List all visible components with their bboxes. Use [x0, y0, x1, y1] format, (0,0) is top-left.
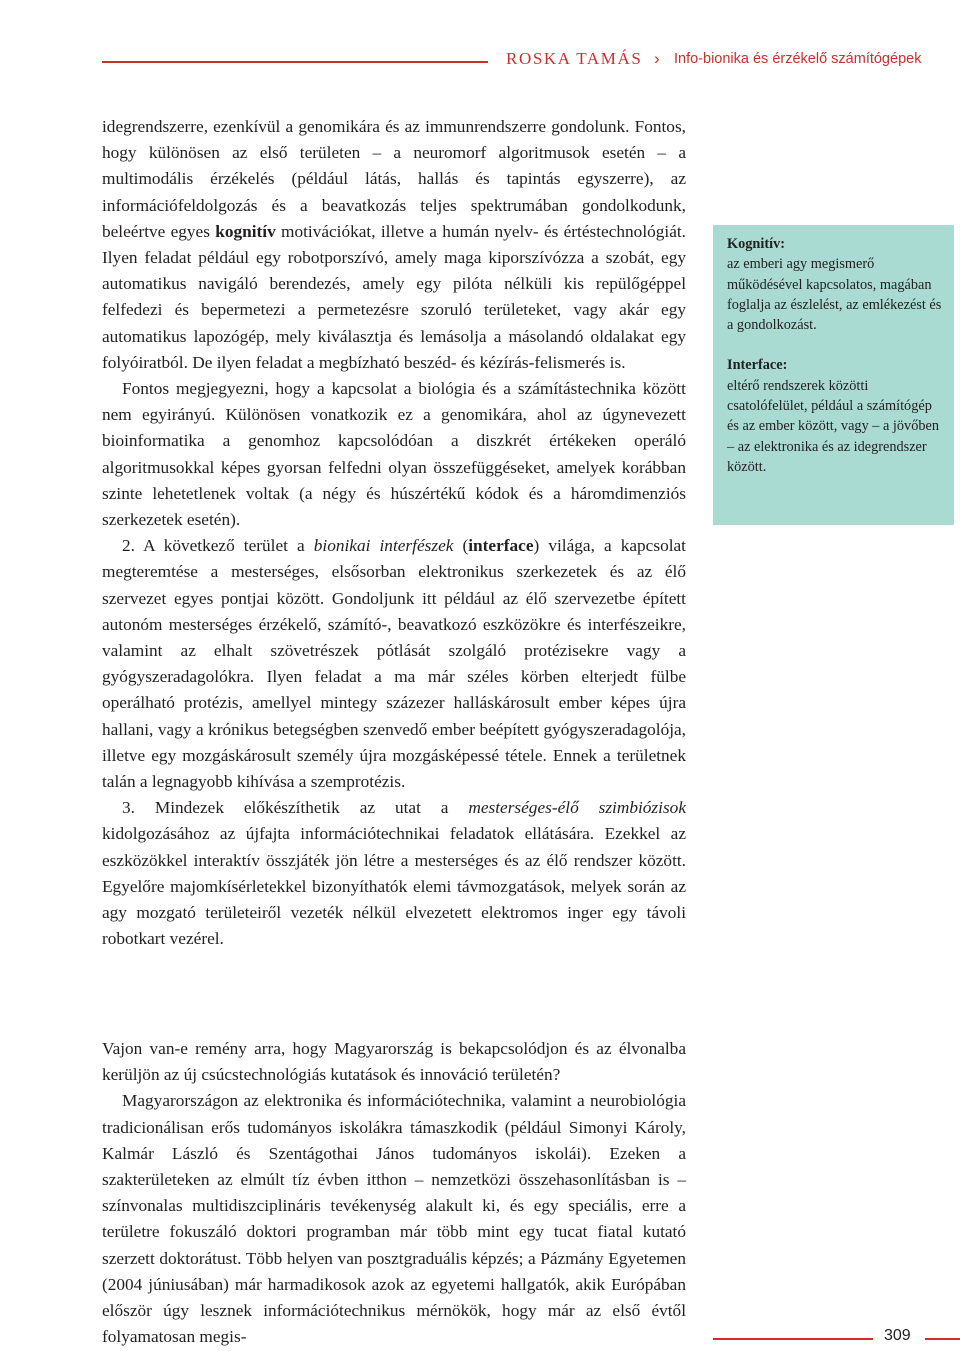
paragraph: Magyarországon az elektronika és információtechnika, valamint a neurobiológia tradicionálisan erős tudományos iskolákra támaszkodik (például Simonyi Károly, Kalmár László és Szentágothai János tudományos iskolái). Ezeken a szakterületeken az elmúlt tíz évben itthon – nemzetközi összehasonlításban is – színvonalas multidiszciplináris tevékenység alakult ki, és egy speciális, erre a területre fokuszáló doktori programban már több mint egy tucat fiatal kutató szerzett doktorátust. Több helyen van posztgraduális képzés; a Pázmány Egyetemen (2004 júniusában) már harmadikosok azok az egyetemi hallgatók, akik Európában először úgy lesznek információtechnikus mérnökök, hogy már az első évtől folyamatosan megis-: [102, 1091, 686, 1347]
paragraph: idegrendszerre, ezenkívül a genomikára és az immunrendszerre gondolunk. Fontos, hogy különösen az első területen – a neuromorf algoritmusok esetén – a multimodális érzékelés (például látás, hallás és tapintás egyszerre), az információfeldolgozás és a beavatkozás teljes spektrumában gondolkodunk, beleértve egyes kognitív motivációkat, illetve a humán nyelv- és értéstechnológiát. Ilyen feladat például egy robotporszívó, amely maga kiporszívózza a szobát, egy automatikus navigáló berendezés, amely egy pilóta nélküli kis repülőgéppel felfedezi és bepermetezi a permetezésre szoruló területeket, vagy akár egy automatikus lapozógép, mely kiválasztja és lemásolja a másolandó oldalakat egy folyóiratból. De ilyen feladat a megbízható beszéd- és kézírás-felismerés is.: [102, 117, 686, 372]
main-text-column: [102, 114, 686, 953]
emphasis: bionikai interfészek: [313, 536, 454, 556]
term-highlight: kognitív: [215, 221, 276, 241]
paragraph: 2. A következő terület a bionikai interfészek (interface) világa, a kapcsolat megteremtése a mesterséges, elsősorban elektronikus szerkezetek és az élő szervezet egyes pontjai között. Gondoljunk itt például az élő szervezetbe épített autonóm mesterséges érzékelő, számító-, beavatkozó eszközökre és interfészeikre, valamint az elhalt szövetrészek pótlását szolgáló protézisekre vagy a gyógyszeradagolókra. Ilyen feladat a ma már széles körben elterjedt fülbe operálható protézis, amellyel mintegy százezer halláskárosult ember képes újra hallani, vagy a krónikus betegségben szenvedő ember beépített gyógyszeradagolója, illetve egy mozgáskárosult személy újra mozgásképessé tétele. Ennek a területnek talán a legnagyobb kihívása a szemprotézis.: [102, 536, 686, 792]
emphasis: mesterséges-élő szimbiózisok: [468, 798, 686, 818]
glossary-definition: eltérő rendszerek közötti csatolófelület, például a számítógép és az ember között, vagy – a jövőben – az elektronika és az idegrendszer között.: [727, 377, 939, 475]
term-highlight: interface: [468, 536, 534, 556]
header-rule: [102, 61, 488, 63]
glossary-term: Interface:: [727, 357, 788, 374]
paragraph: 3. Mindezek előkészíthetik az utat a mesterséges-élő szimbiózisok kidolgozásához az újfajta információtechnikai feladatok ellátására. Ezekkel az eszközökkel interaktív összjáték jön létre a mesterséges és az élő rendszer között. Egyelőre majomkísérletekkel bizonyíthatók elemi távmozgatások, melyek során az agy mozgató területeiről vezeték nélkül elvezetett elektromos inger egy távoli robotkart vezérel.: [102, 798, 686, 949]
running-head-author: ROSKA TAMÁS: [506, 49, 643, 68]
bottom-text-column: [102, 1036, 686, 1350]
glossary-term: Kognitív:: [727, 236, 785, 252]
paragraph: Vajon van-e remény arra, hogy Magyarország is bekapcsolódjon és az élvonalba kerüljön az új csúcstechnológiás kutatások és innováció területén?: [102, 1039, 686, 1085]
running-head-title: Info-bionika és érzékelő számítógépek: [674, 51, 922, 67]
footer-rule: [713, 1338, 873, 1340]
page-number: 309: [884, 1327, 911, 1344]
paragraph: Fontos megjegyezni, hogy a kapcsolat a biológia és a számítástechnika között nem egyirányú. Különösen vonatkozik ez a genomikára, ahol az úgynevezett bioinformatika a genomhoz kapcsolódóan a diszkrét értékeken operáló algoritmusokkal képes gyorsan felfedni olyan összefüggéseket, amelyek korábban szinte lehetetlenek voltak (a négy és húszértékű kódok és a háromdimenziós szerkezetek esetén).: [102, 379, 686, 530]
chevron-right-icon: ›: [654, 49, 660, 68]
footer-rule: [925, 1338, 960, 1340]
glossary-definition: az emberi agy megismerő működésével kapcsolatos, magában foglalja az észlelést, az emlékezést és a gondolkozást.: [727, 256, 942, 334]
glossary-sidebar: [713, 225, 954, 525]
